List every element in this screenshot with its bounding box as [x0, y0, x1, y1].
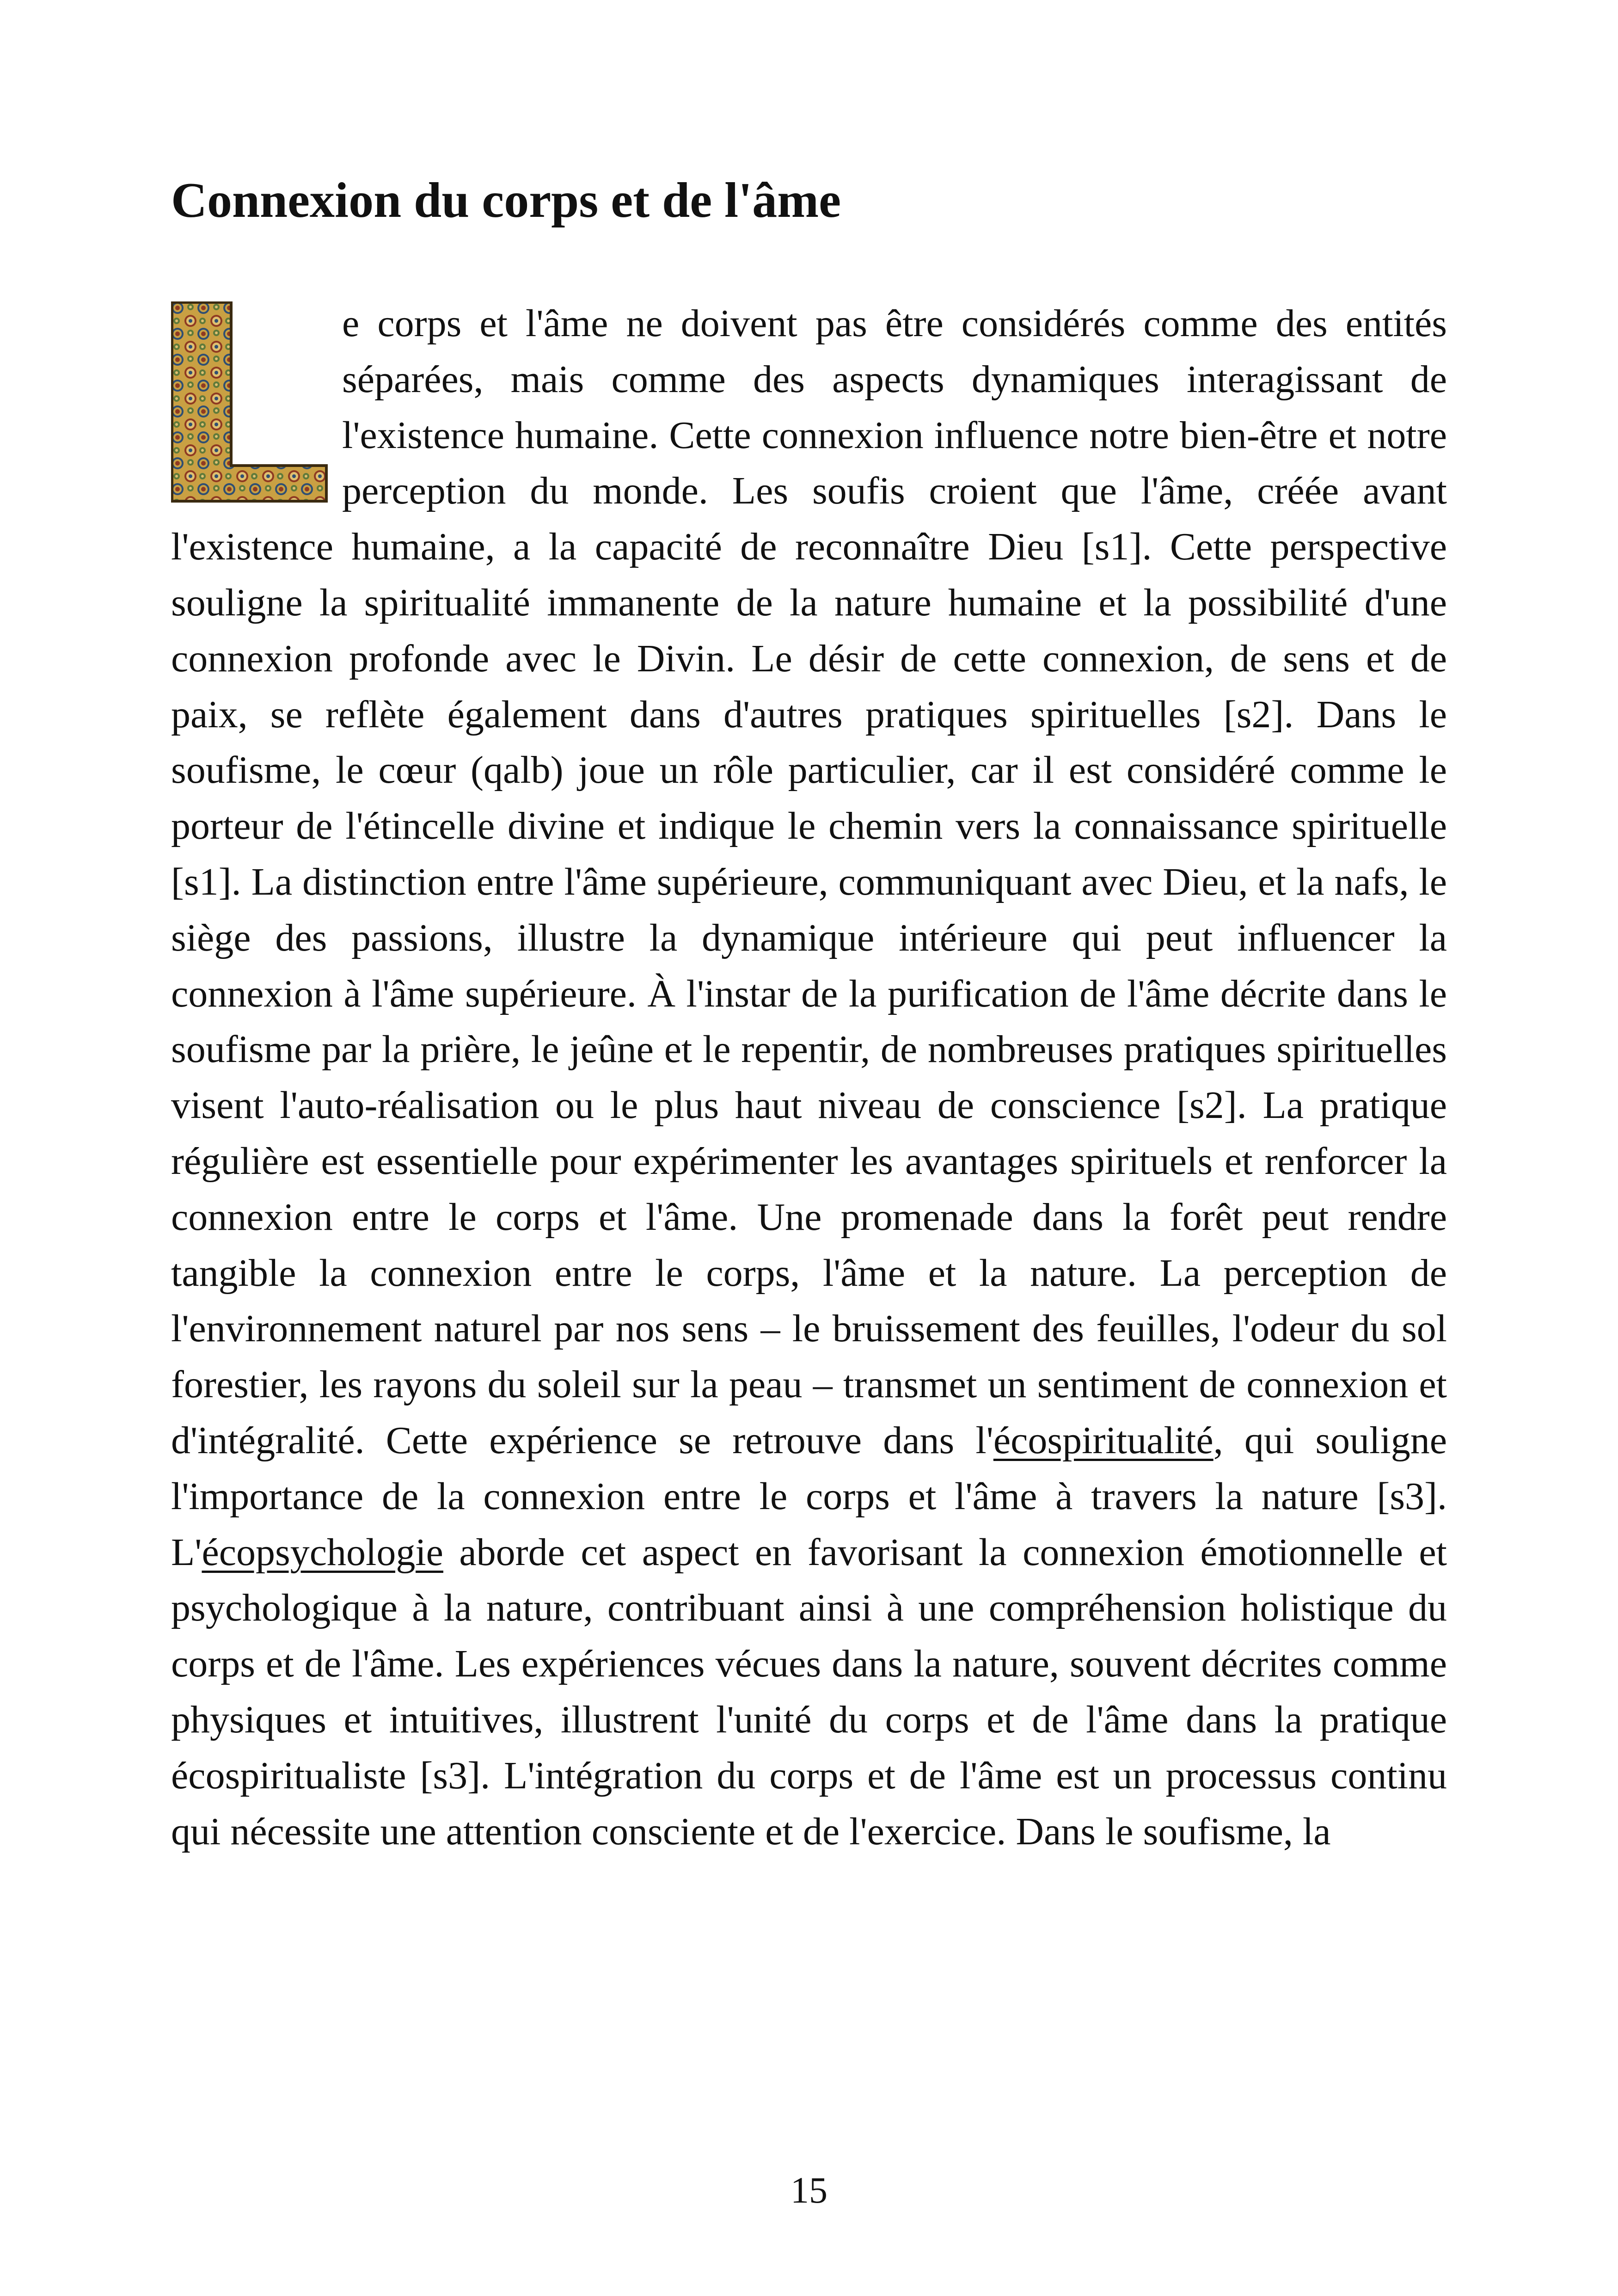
link-ecospiritualite[interactable]: écospiritualité	[993, 1418, 1214, 1462]
ornamental-dropcap-l	[171, 301, 328, 503]
dropcap-letter	[171, 301, 328, 503]
body-text-part-2: , qui souligne l'importance de la connexion entre le corps et l'âme à travers la nature [s3]. L'	[171, 1418, 1447, 1574]
page-number: 15	[791, 2170, 827, 2211]
body-text-part-3: aborde cet aspect en favorisant la connexion émotionnelle et psychologique à la nature, contribuant ainsi à une compréhension holistique du corps et de l'âme. Les expériences vécues dans la nature, souvent décrites comme physiques et intuitives, illustrent l'unité du corps et de l'âme dans la pratique écospiritualiste [s3]. L'intégration du corps et de l'âme est un processus continu qui nécessite une attention consciente et de l'exercice. Dans le soufisme, la	[171, 1530, 1447, 1853]
page-title: Connexion du corps et de l'âme	[171, 173, 841, 228]
body-paragraph	[171, 296, 1447, 1860]
link-ecopsychologie[interactable]: écopsychologie	[202, 1530, 443, 1574]
body-text-part-1: e corps et l'âme ne doivent pas être considérés comme des entités séparées, mais comme des aspects dynamiques interagissant de l'existence humaine. Cette connexion influence notre bien-être et notre perception du monde. Les soufis croient que l'âme, créée avant l'existence humaine, a la capacité de reconnaître Dieu [s1]. Cette perspective souligne la spiritualité immanente de la nature humaine et la possibilité d'une connexion profonde avec le Divin. Le désir de cette connexion, de sens et de paix, se reflète également dans d'autres pratiques spirituelles [s2]. Dans le soufisme, le cœur (qalb) joue un rôle particulier, car il est considéré comme le porteur de l'étincelle divine et indique le chemin vers la connaissance spirituelle [s1]. La distinction entre l'âme supérieure, communiquant avec Dieu, et la nafs, le siège des passions, illustre la dynamique intérieure qui peut influencer la connexion à l'âme supérieure. À l'instar de la purification de l'âme décrite dans le soufisme par la prière, le jeûne et le repentir, de nombreuses pratiques spirituelles visent l'auto-réalisation ou le plus haut niveau de conscience [s2]. La pratique régulière est essentielle pour expérimenter les avantages spirituels et renforcer la connexion entre le corps et l'âme. Une promenade dans la forêt peut rendre tangible la connexion entre le corps, l'âme et la nature. La perception de l'environnement naturel par nos sens – le bruissement des feuilles, l'odeur du sol forestier, les rayons du soleil sur la peau – transmet un sentiment de connexion et d'intégralité. Cette expérience se retrouve dans l'	[171, 302, 1447, 1462]
